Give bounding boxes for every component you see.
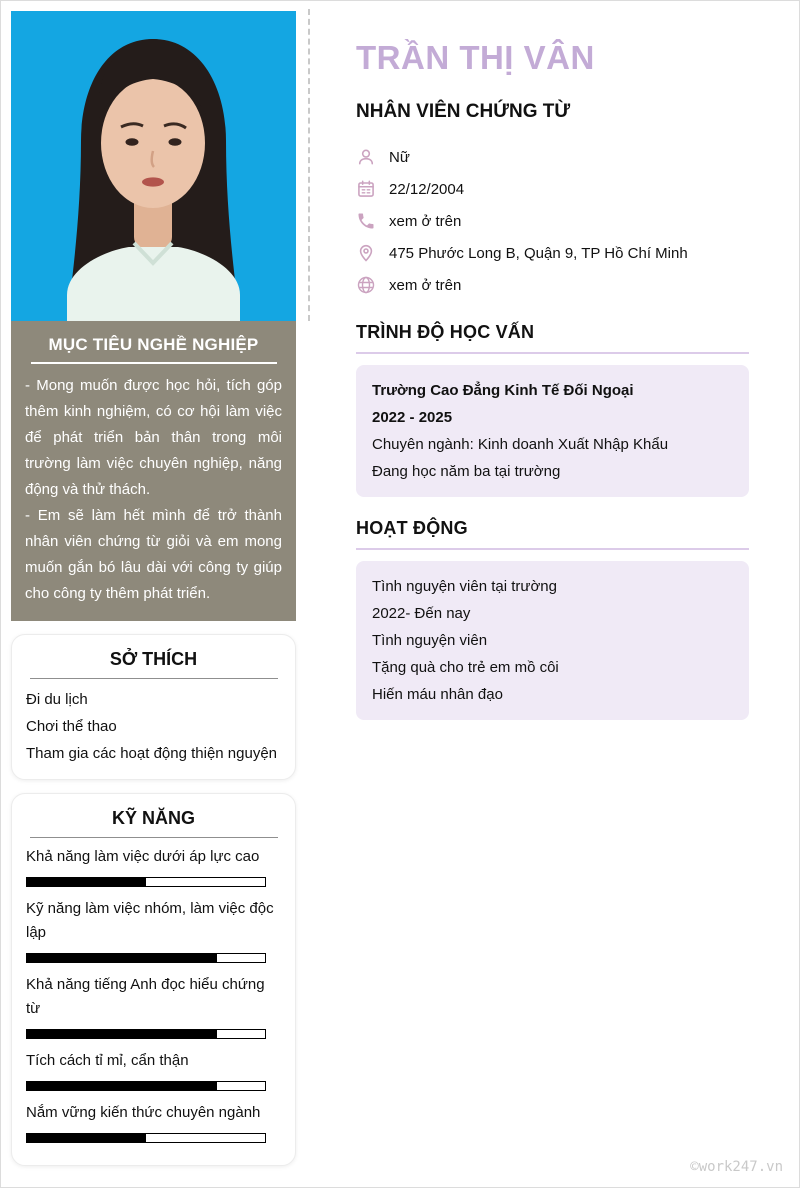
activities-title: HOẠT ĐỘNG bbox=[356, 518, 468, 538]
contact-text: 475 Phước Long B, Quận 9, TP Hồ Chí Minh bbox=[389, 244, 688, 262]
job-title: NHÂN VIÊN CHỨNG TỪ bbox=[356, 101, 571, 122]
skill-item bbox=[26, 845, 281, 887]
right-column bbox=[356, 39, 749, 720]
profile-photo bbox=[11, 11, 296, 321]
education-underline bbox=[356, 352, 749, 354]
calendar-icon bbox=[356, 179, 376, 199]
interests-underline bbox=[30, 678, 278, 679]
skill-label: Tích cách tỉ mỉ, cẩn thận bbox=[26, 1052, 189, 1069]
person-icon bbox=[356, 147, 376, 167]
location-icon bbox=[356, 243, 376, 263]
skill-bar bbox=[26, 953, 266, 963]
objective-underline bbox=[31, 362, 277, 364]
profile-photo-illustration bbox=[11, 11, 296, 321]
left-column bbox=[11, 11, 296, 1166]
objective-section bbox=[11, 321, 296, 621]
skill-label: Khả năng tiếng Anh đọc hiểu chứng từ bbox=[26, 976, 265, 1017]
skill-bar-fill bbox=[27, 1030, 217, 1038]
interests-title: SỞ THÍCH bbox=[109, 649, 198, 669]
objective-paragraph: - Mong muốn được học hỏi, tích góp thêm kinh nghiệm, có cơ hội làm việc để phát triển bản thân trong môi trường làm việc chuyên nghiệp, năng động và thử thách. bbox=[25, 377, 282, 498]
column-divider bbox=[308, 9, 310, 321]
interest-item: Tham gia các hoạt động thiện nguyện bbox=[26, 745, 278, 762]
contact-row-website bbox=[356, 269, 749, 301]
skill-item bbox=[26, 897, 281, 963]
activities-underline bbox=[356, 548, 749, 550]
skill-label: Kỹ năng làm việc nhóm, làm việc độc lập bbox=[26, 900, 274, 941]
activity-item: 2022- Đến nay bbox=[372, 605, 471, 622]
activities-box bbox=[356, 561, 749, 720]
globe-icon bbox=[356, 275, 376, 295]
contact-text: xem ở trên bbox=[389, 212, 462, 230]
skill-bar bbox=[26, 1133, 266, 1143]
interest-item: Chơi thể thao bbox=[26, 718, 117, 735]
education-period: 2022 - 2025 bbox=[372, 409, 453, 426]
contact-text: Nữ bbox=[389, 148, 410, 166]
objective-paragraph: - Em sẽ làm hết mình để trở thành nhân viên chứng từ giỏi và em mong muốn gắn bó lâu dài với công ty giúp cho công ty thêm phát triển. bbox=[25, 507, 282, 602]
phone-icon bbox=[356, 211, 376, 231]
skill-label: Nắm vững kiến thức chuyên ngành bbox=[26, 1104, 261, 1121]
education-section bbox=[356, 322, 749, 497]
education-box bbox=[356, 365, 749, 497]
activities-section bbox=[356, 518, 749, 720]
activity-item: Tình nguyện viên tại trường bbox=[372, 578, 557, 595]
skill-item bbox=[26, 1049, 281, 1091]
contact-row-phone bbox=[356, 205, 749, 237]
skill-bar-fill bbox=[27, 878, 146, 886]
interest-item: Đi du lịch bbox=[26, 691, 88, 708]
skill-item bbox=[26, 1101, 281, 1143]
skill-bar-fill bbox=[27, 1134, 146, 1142]
skill-item bbox=[26, 973, 281, 1039]
education-title: TRÌNH ĐỘ HỌC VẤN bbox=[356, 322, 535, 342]
objective-title: MỤC TIÊU NGHỀ NGHIỆP bbox=[48, 335, 259, 354]
interests-list bbox=[24, 686, 283, 767]
activity-item: Tình nguyện viên bbox=[372, 632, 488, 649]
education-major: Chuyên ngành: Kinh doanh Xuất Nhập Khẩu bbox=[372, 436, 669, 453]
skills-underline bbox=[30, 837, 278, 838]
skill-bar-fill bbox=[27, 954, 217, 962]
contact-row-address bbox=[356, 237, 749, 269]
education-note: Đang học năm ba tại trường bbox=[372, 463, 561, 480]
contact-list bbox=[356, 141, 749, 301]
skill-bar-fill bbox=[27, 1082, 217, 1090]
skills-section bbox=[11, 793, 296, 1166]
activity-item: Hiến máu nhân đạo bbox=[372, 686, 503, 703]
watermark: ©work247.vn bbox=[690, 1159, 783, 1175]
contact-row-gender bbox=[356, 141, 749, 173]
interests-section bbox=[11, 634, 296, 780]
person-name: TRẦN THỊ VÂN bbox=[356, 39, 595, 76]
skill-bar bbox=[26, 877, 266, 887]
skill-bar bbox=[26, 1029, 266, 1039]
skill-label: Khả năng làm việc dưới áp lực cao bbox=[26, 848, 260, 865]
contact-row-birthday bbox=[356, 173, 749, 205]
education-school: Trường Cao Đẳng Kinh Tế Đối Ngoại bbox=[372, 382, 634, 399]
skills-title: KỸ NĂNG bbox=[111, 808, 195, 828]
contact-text: xem ở trên bbox=[389, 276, 462, 294]
contact-text: 22/12/2004 bbox=[389, 180, 465, 198]
skill-bar bbox=[26, 1081, 266, 1091]
activity-item: Tặng quà cho trẻ em mồ côi bbox=[372, 659, 559, 676]
